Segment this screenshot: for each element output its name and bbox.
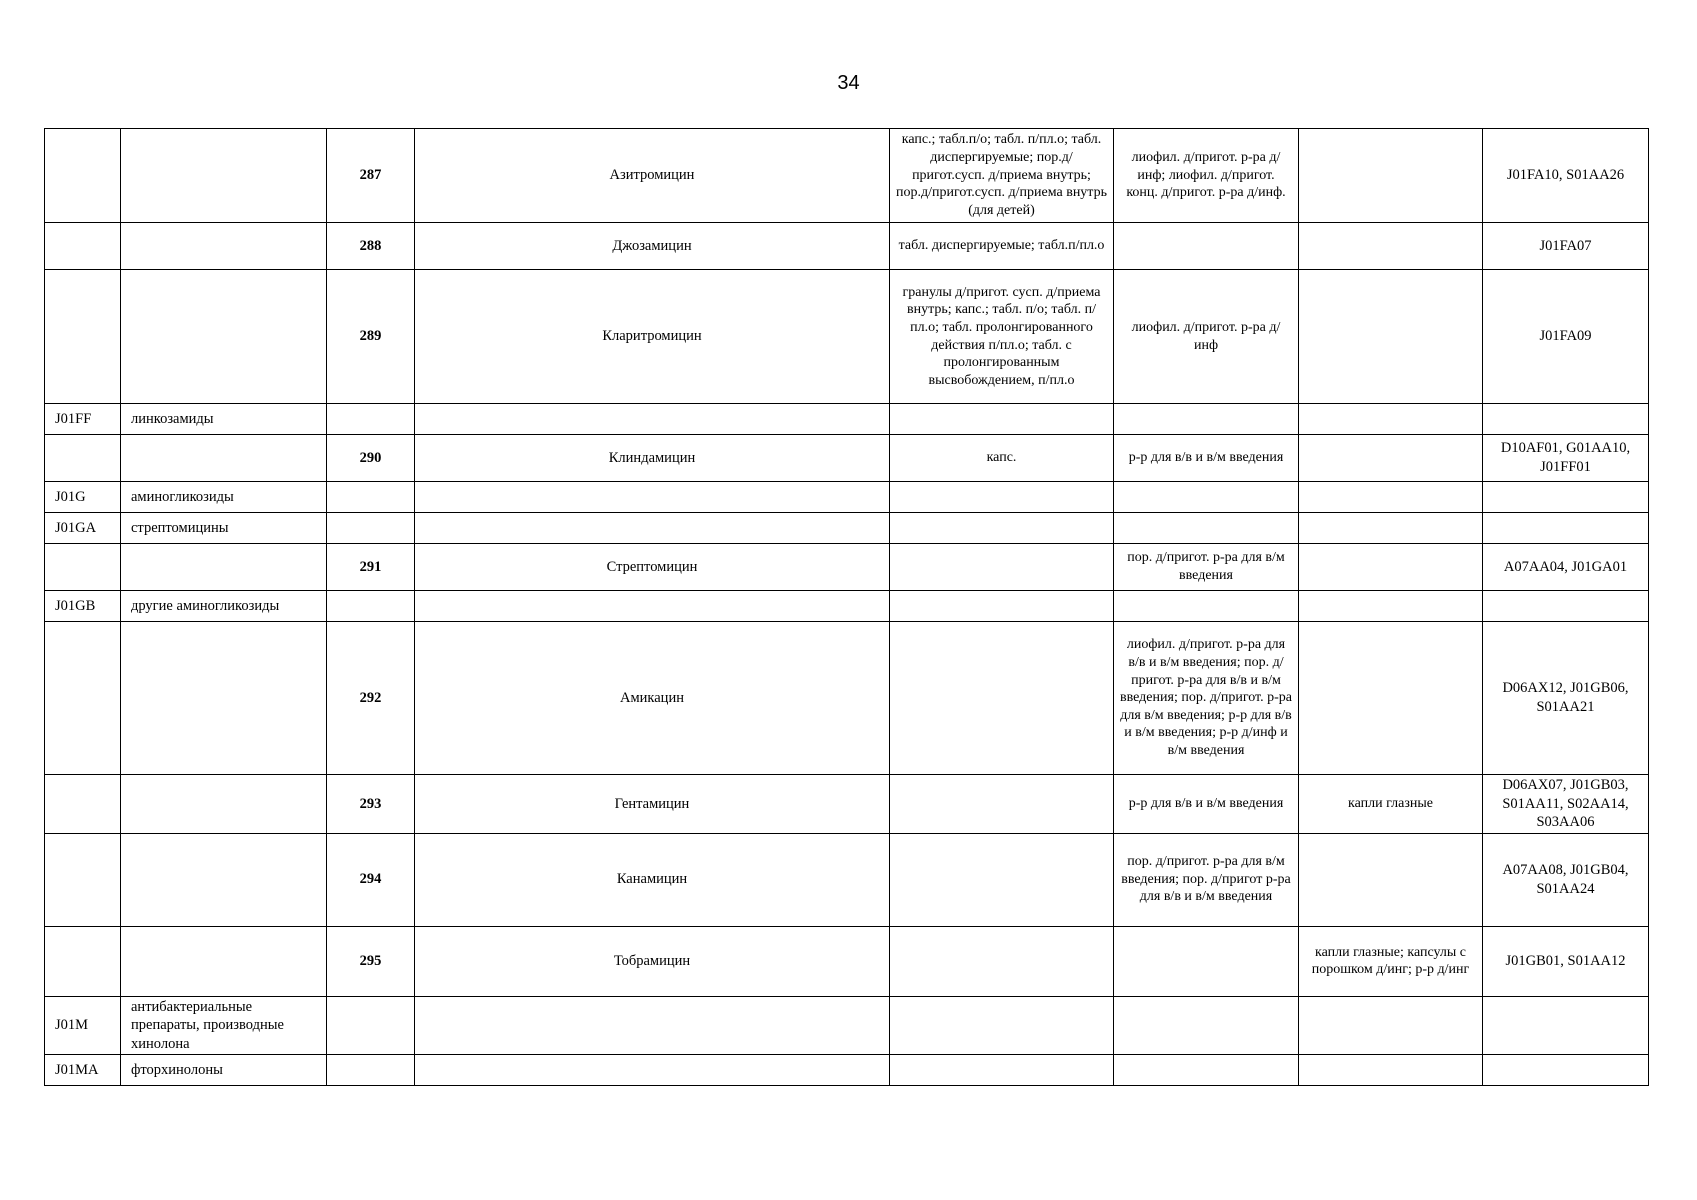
table-row bbox=[45, 775, 1649, 834]
atc-codes bbox=[1483, 591, 1649, 622]
atc-group-code: J01M bbox=[45, 996, 121, 1055]
row-number: 293 bbox=[327, 775, 415, 834]
oral-forms bbox=[890, 544, 1114, 591]
row-number bbox=[327, 513, 415, 544]
atc-group-name bbox=[121, 435, 327, 482]
oral-forms bbox=[890, 404, 1114, 435]
atc-group-code bbox=[45, 270, 121, 404]
oral-forms bbox=[890, 926, 1114, 996]
injectable-forms: лиофил. д/пригот. р-ра д/инф; лиофил. д/пригот. конц. д/пригот. р-ра д/инф. bbox=[1114, 129, 1299, 223]
table-row bbox=[45, 591, 1649, 622]
page-number: 34 bbox=[837, 72, 860, 94]
other-forms bbox=[1299, 404, 1483, 435]
table-row bbox=[45, 544, 1649, 591]
atc-group-code: J01FF bbox=[45, 404, 121, 435]
other-forms bbox=[1299, 591, 1483, 622]
row-number: 291 bbox=[327, 544, 415, 591]
other-forms bbox=[1299, 435, 1483, 482]
drug-name: Кларитромицин bbox=[415, 270, 890, 404]
injectable-forms bbox=[1114, 1055, 1299, 1086]
atc-group-code bbox=[45, 622, 121, 775]
atc-group-name bbox=[121, 926, 327, 996]
drug-name: Азитромицин bbox=[415, 129, 890, 223]
oral-forms bbox=[890, 833, 1114, 926]
injectable-forms bbox=[1114, 482, 1299, 513]
injectable-forms bbox=[1114, 404, 1299, 435]
drug-name bbox=[415, 591, 890, 622]
other-forms bbox=[1299, 544, 1483, 591]
table-row bbox=[45, 1055, 1649, 1086]
row-number bbox=[327, 996, 415, 1055]
atc-codes: D06AX12, J01GB06, S01AA21 bbox=[1483, 622, 1649, 775]
atc-codes bbox=[1483, 482, 1649, 513]
atc-group-name: стрептомицины bbox=[121, 513, 327, 544]
oral-forms bbox=[890, 482, 1114, 513]
table-row bbox=[45, 513, 1649, 544]
oral-forms: капс.; табл.п/о; табл. п/пл.о; табл. диспергируемые; пор.д/пригот.сусп. д/приема внутрь; пор.д/пригот.сусп. д/приема внутрь (для детей) bbox=[890, 129, 1114, 223]
row-number bbox=[327, 404, 415, 435]
row-number: 290 bbox=[327, 435, 415, 482]
drug-name bbox=[415, 513, 890, 544]
atc-codes bbox=[1483, 404, 1649, 435]
oral-forms bbox=[890, 996, 1114, 1055]
oral-forms: табл. диспергируемые; табл.п/пл.о bbox=[890, 223, 1114, 270]
drug-name: Стрептомицин bbox=[415, 544, 890, 591]
atc-group-code: J01MA bbox=[45, 1055, 121, 1086]
drug-name: Клиндамицин bbox=[415, 435, 890, 482]
drug-list-table bbox=[44, 128, 1649, 1086]
atc-group-name: аминогликозиды bbox=[121, 482, 327, 513]
table-row bbox=[45, 996, 1649, 1055]
atc-group-name bbox=[121, 129, 327, 223]
atc-codes: D10AF01, G01AA10, J01FF01 bbox=[1483, 435, 1649, 482]
table-row bbox=[45, 622, 1649, 775]
drug-name bbox=[415, 1055, 890, 1086]
table-row bbox=[45, 926, 1649, 996]
atc-codes bbox=[1483, 513, 1649, 544]
drug-name: Гентамицин bbox=[415, 775, 890, 834]
other-forms bbox=[1299, 1055, 1483, 1086]
injectable-forms bbox=[1114, 996, 1299, 1055]
atc-group-code bbox=[45, 544, 121, 591]
atc-codes bbox=[1483, 1055, 1649, 1086]
atc-codes: A07AA08, J01GB04, S01AA24 bbox=[1483, 833, 1649, 926]
other-forms bbox=[1299, 270, 1483, 404]
other-forms: капли глазные bbox=[1299, 775, 1483, 834]
other-forms bbox=[1299, 223, 1483, 270]
other-forms bbox=[1299, 622, 1483, 775]
atc-group-code bbox=[45, 435, 121, 482]
atc-group-name bbox=[121, 775, 327, 834]
drug-name: Канамицин bbox=[415, 833, 890, 926]
row-number bbox=[327, 591, 415, 622]
oral-forms bbox=[890, 622, 1114, 775]
injectable-forms bbox=[1114, 513, 1299, 544]
atc-group-name bbox=[121, 544, 327, 591]
row-number bbox=[327, 482, 415, 513]
other-forms bbox=[1299, 129, 1483, 223]
atc-group-code: J01GB bbox=[45, 591, 121, 622]
row-number: 294 bbox=[327, 833, 415, 926]
drug-name bbox=[415, 482, 890, 513]
atc-group-code bbox=[45, 223, 121, 270]
oral-forms bbox=[890, 775, 1114, 834]
atc-group-name bbox=[121, 223, 327, 270]
injectable-forms: пор. д/пригот. р-ра для в/м введения bbox=[1114, 544, 1299, 591]
oral-forms: капс. bbox=[890, 435, 1114, 482]
other-forms: капли глазные; капсулы с порошком д/инг; р-р д/инг bbox=[1299, 926, 1483, 996]
atc-group-name: фторхинолоны bbox=[121, 1055, 327, 1086]
atc-codes: J01FA09 bbox=[1483, 270, 1649, 404]
injectable-forms bbox=[1114, 926, 1299, 996]
atc-codes bbox=[1483, 996, 1649, 1055]
injectable-forms: пор. д/пригот. р-ра для в/м введения; пор. д/пригот р-ра для в/в и в/м введения bbox=[1114, 833, 1299, 926]
oral-forms bbox=[890, 591, 1114, 622]
table-row bbox=[45, 435, 1649, 482]
atc-group-code bbox=[45, 833, 121, 926]
injectable-forms: лиофил. д/пригот. р-ра д/инф bbox=[1114, 270, 1299, 404]
atc-group-name: антибактериальные препараты, производные хинолона bbox=[121, 996, 327, 1055]
row-number bbox=[327, 1055, 415, 1086]
row-number: 295 bbox=[327, 926, 415, 996]
table-row bbox=[45, 833, 1649, 926]
atc-group-code: J01GA bbox=[45, 513, 121, 544]
atc-group-code: J01G bbox=[45, 482, 121, 513]
drug-name: Амикацин bbox=[415, 622, 890, 775]
oral-forms bbox=[890, 513, 1114, 544]
drug-name: Тобрамицин bbox=[415, 926, 890, 996]
table-row bbox=[45, 223, 1649, 270]
row-number: 289 bbox=[327, 270, 415, 404]
injectable-forms: лиофил. д/пригот. р-ра для в/в и в/м введения; пор. д/пригот. р-ра для в/в и в/м введения; пор. д/пригот. р-ра для в/м введения; р-р для в/в и в/м введения; р-р д/инф и в/м введения bbox=[1114, 622, 1299, 775]
atc-group-name: другие аминогликозиды bbox=[121, 591, 327, 622]
atc-group-name bbox=[121, 622, 327, 775]
atc-codes: J01FA10, S01AA26 bbox=[1483, 129, 1649, 223]
drug-name bbox=[415, 996, 890, 1055]
atc-group-name bbox=[121, 270, 327, 404]
table-row bbox=[45, 129, 1649, 223]
atc-group-code bbox=[45, 129, 121, 223]
atc-codes: J01FA07 bbox=[1483, 223, 1649, 270]
row-number: 292 bbox=[327, 622, 415, 775]
atc-group-name: линкозамиды bbox=[121, 404, 327, 435]
atc-codes: A07AA04, J01GA01 bbox=[1483, 544, 1649, 591]
oral-forms bbox=[890, 1055, 1114, 1086]
other-forms bbox=[1299, 833, 1483, 926]
oral-forms: гранулы д/пригот. сусп. д/приема внутрь; капс.; табл. п/о; табл. п/пл.о; табл. пролонгированного действия п/пл.о; табл. с пролонгированным высвобождением, п/пл.о bbox=[890, 270, 1114, 404]
atc-group-name bbox=[121, 833, 327, 926]
other-forms bbox=[1299, 996, 1483, 1055]
injectable-forms bbox=[1114, 591, 1299, 622]
atc-codes: D06AX07, J01GB03, S01AA11, S02AA14, S03AA06 bbox=[1483, 775, 1649, 834]
table-row bbox=[45, 270, 1649, 404]
other-forms bbox=[1299, 513, 1483, 544]
drug-name bbox=[415, 404, 890, 435]
table-row bbox=[45, 482, 1649, 513]
injectable-forms bbox=[1114, 223, 1299, 270]
drug-name: Джозамицин bbox=[415, 223, 890, 270]
atc-codes: J01GB01, S01AA12 bbox=[1483, 926, 1649, 996]
atc-group-code bbox=[45, 926, 121, 996]
atc-group-code bbox=[45, 775, 121, 834]
injectable-forms: р-р для в/в и в/м введения bbox=[1114, 435, 1299, 482]
row-number: 288 bbox=[327, 223, 415, 270]
table-row bbox=[45, 404, 1649, 435]
row-number: 287 bbox=[327, 129, 415, 223]
injectable-forms: р-р для в/в и в/м введения bbox=[1114, 775, 1299, 834]
other-forms bbox=[1299, 482, 1483, 513]
